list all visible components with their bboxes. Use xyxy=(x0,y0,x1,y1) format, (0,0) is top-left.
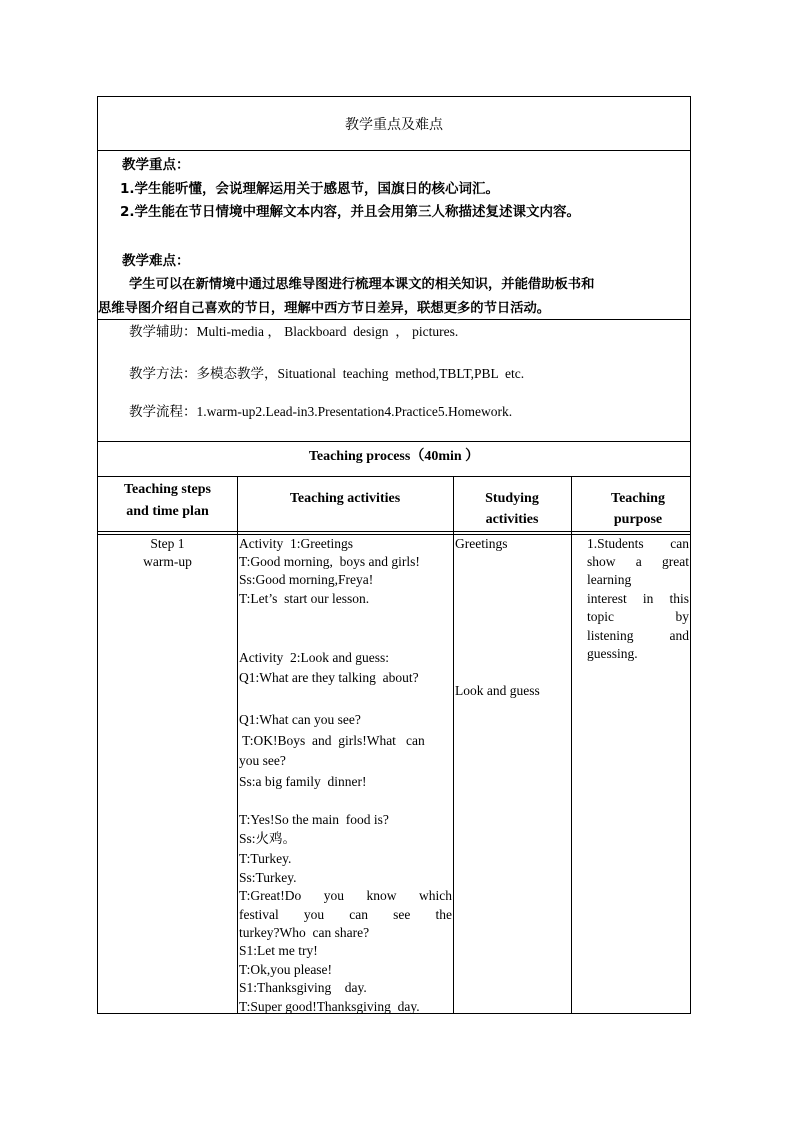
header-steps-line2: and time plan xyxy=(126,504,209,519)
aids-value: Multi-media ， Blackboard design ， pictures. xyxy=(196,324,459,339)
flow-label: 教学流程： xyxy=(129,404,197,420)
purpose-line-6: listening and xyxy=(587,628,689,643)
activity-1-title: Activity 1:Greetings xyxy=(239,536,353,551)
purpose-line-2: show a great xyxy=(587,554,689,569)
col-divider-3 xyxy=(571,476,572,1014)
key-section-title: 教学重点及难点 xyxy=(345,117,443,133)
purpose-line-1: 1.Students can xyxy=(587,536,689,551)
activity-2-teacher-4c: turkey?Who can share? xyxy=(239,925,370,940)
activity-2-teacher-4b: festival you can see the xyxy=(239,907,452,922)
divider-headers xyxy=(97,531,691,532)
divider-process-title xyxy=(97,476,691,477)
activity-2-teacher-1b: you see? xyxy=(239,753,286,768)
activity-2-teacher-1a: T:OK!Boys and girls!What can xyxy=(239,733,425,748)
difficult-heading: 教学难点： xyxy=(122,253,190,269)
activity-1-line-3: T:Let’s start our lesson. xyxy=(239,591,370,606)
methods-value-cn: 多模态教学， xyxy=(196,366,278,382)
difficult-line-1: 学生可以在新情境中通过思维导图进行梳理本课文的相关知识，并能借助板书和 xyxy=(129,277,595,292)
activity-2-students-3: Ss:Turkey. xyxy=(239,870,297,885)
table-top-border xyxy=(97,96,691,97)
activity-1-line-2: Ss:Good morning,Freya! xyxy=(239,572,374,587)
key-points-heading: 教学重点： xyxy=(122,157,190,173)
activity-2-teacher-2: T:Yes!So the main food is? xyxy=(239,812,389,827)
header-studying-line1: Studying xyxy=(485,491,539,506)
purpose-line-7: guessing. xyxy=(587,646,638,661)
key-point-2: 2.学生能在节日情境中理解文本内容，并且会用第三人称描述复述课文内容。 xyxy=(120,204,581,220)
activity-2-teacher-3: T:Turkey. xyxy=(239,851,292,866)
divider-aids xyxy=(97,441,691,442)
header-purpose-line1: Teaching xyxy=(611,491,665,506)
activity-2-teacher-5: T:Ok,you please! xyxy=(239,962,333,977)
methods-label: 教学方法： xyxy=(129,366,197,382)
purpose-line-3: learning xyxy=(587,572,632,587)
activity-2-title: Activity 2:Look and guess: xyxy=(239,650,389,665)
activity-2-student-4: S1:Let me try! xyxy=(239,943,318,958)
divider-key-points xyxy=(97,319,691,320)
activity-2-question-2: Q1:What can you see? xyxy=(239,712,361,727)
difficult-line-2: 思维导图介绍自己喜欢的节日，理解中西方节日差异，联想更多的节日活动。 xyxy=(98,301,551,316)
step-stage: warm-up xyxy=(143,554,192,569)
activity-2-teacher-6: T:Super good!Thanksgiving day. xyxy=(239,999,420,1014)
header-purpose-line2: purpose xyxy=(613,512,663,527)
studying-look-guess: Look and guess xyxy=(455,683,540,698)
purpose-line-5: topic by xyxy=(587,609,689,624)
key-point-1: 1.学生能听懂，会说理解运用关于感恩节，国旗日的核心词汇。 xyxy=(120,181,500,197)
activity-1-line-1: T:Good morning, boys and girls! xyxy=(239,554,420,569)
aids-row xyxy=(129,323,458,341)
studying-greetings: Greetings xyxy=(455,536,508,551)
activity-2-question-1: Q1:What are they talking about? xyxy=(239,670,419,685)
purpose-line-4: interest in this xyxy=(587,591,689,606)
divider-key-title xyxy=(97,150,691,151)
activity-2-teacher-4a: T:Great!Do you know which xyxy=(239,888,452,903)
methods-value-en: Situational teaching method,TBLT,PBL etc. xyxy=(277,366,525,381)
table-right-border xyxy=(690,96,691,1014)
activity-2-student-5: S1:Thanksgiving day. xyxy=(239,980,367,995)
methods-row xyxy=(129,365,524,383)
flow-row xyxy=(129,403,512,421)
process-title: Teaching process（40min ） xyxy=(308,449,480,464)
header-activities: Teaching activities xyxy=(289,491,401,506)
activity-2-students-2: Ss:火鸡。 xyxy=(239,831,297,846)
flow-value: 1.warm-up2.Lead-in3.Presentation4.Practice5.Homework. xyxy=(196,404,513,419)
header-studying-line2: activities xyxy=(485,512,539,527)
col-divider-2 xyxy=(453,476,454,1014)
header-steps-line1: Teaching steps xyxy=(123,482,211,497)
activity-2-students-1: Ss:a big family dinner! xyxy=(239,774,367,789)
aids-label: 教学辅助： xyxy=(129,324,197,340)
step-name: Step 1 xyxy=(150,536,185,551)
